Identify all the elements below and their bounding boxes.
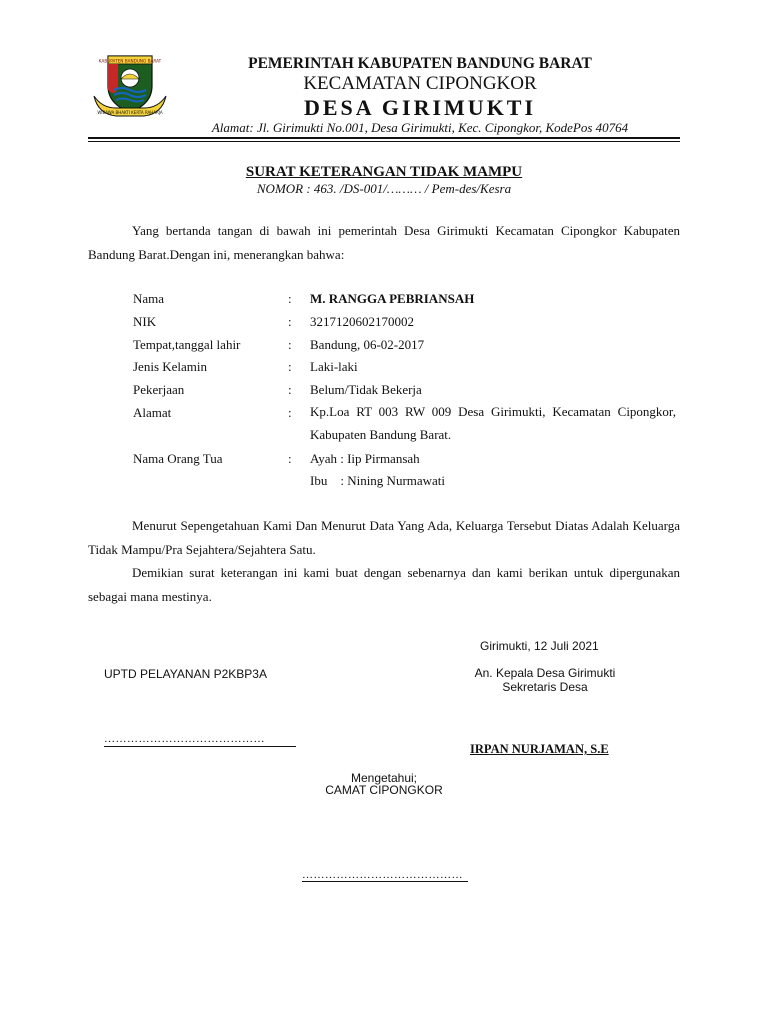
field-colon: :	[288, 337, 292, 352]
logo-text: KABUPATEN BANDUNG BARAT	[98, 58, 162, 64]
logo-motto: WIBAWA BHAKTI KERTA RAHARJA	[97, 110, 163, 115]
header-rule-thick	[88, 137, 680, 139]
field-ttl-label: Tempat,tanggal lahir	[133, 337, 241, 352]
uptd-signature-rule	[104, 746, 296, 747]
letter-title: SURAT KETERANGAN TIDAK MAMPU	[245, 164, 523, 180]
field-ortu-label: Nama Orang Tua	[133, 451, 223, 466]
mengetahui-label: Mengetahui;	[350, 771, 418, 785]
field-jk-value: Laki-laki	[310, 359, 358, 374]
kades-subtitle: Sekretaris Desa	[502, 680, 588, 694]
field-pekerjaan-value: Belum/Tidak Bekerja	[310, 382, 422, 397]
uptd-signature-line: ……………………………………	[104, 733, 265, 745]
closing-paragraph: Demikian surat keterangan ini kami buat dengan sebenarnya dan kami berikan untuk dipergunakan sebagai mana mestinya.	[88, 565, 680, 604]
place-date: Girimukti, 12 Juli 2021	[480, 639, 599, 653]
field-colon: :	[288, 382, 292, 397]
field-ttl-value: Bandung, 06-02-2017	[310, 337, 425, 352]
field-colon: :	[288, 291, 292, 306]
field-jk-label: Jenis Kelamin	[133, 359, 208, 374]
camat-signature-rule	[302, 881, 468, 882]
field-pekerjaan-label: Pekerjaan	[133, 382, 185, 397]
field-nik-value: 3217120602170002	[310, 314, 414, 329]
header-rule-thin	[88, 141, 680, 142]
field-ibu-value: Ibu : Nining Nurmawati	[310, 473, 446, 488]
field-colon: :	[288, 451, 292, 466]
kades-title: An. Kepala Desa Girimukti	[474, 666, 616, 680]
field-colon: :	[288, 405, 292, 420]
camat-title: CAMAT CIPONGKOR	[325, 783, 443, 797]
header-district: KECAMATAN CIPONGKOR	[303, 73, 537, 94]
letter-number: NOMOR : 463. /DS-001/……… / Pem-des/Kesra	[256, 181, 512, 196]
field-ayah-value: Ayah : Iip Pirmansah	[310, 451, 420, 466]
uptd-title: UPTD PELAYANAN P2KBP3A	[104, 667, 267, 681]
field-nama-value: M. RANGGA PEBRIANSAH	[310, 291, 475, 306]
header-government: PEMERINTAH KABUPATEN BANDUNG BARAT	[248, 55, 592, 72]
camat-signature-line: ……………………………………	[302, 869, 463, 881]
field-colon: :	[288, 314, 292, 329]
field-nama-label: Nama	[133, 291, 165, 306]
field-alamat-label: Alamat	[133, 405, 172, 420]
field-alamat-value: Kp.Loa RT 003 RW 009 Desa Girimukti, Kecamatan Cipongkor, Kabupaten Bandung Barat.	[310, 404, 676, 442]
header-address: Alamat: Jl. Girimukti No.001, Desa Girimukti, Kec. Cipongkor, KodePos 40764	[211, 120, 629, 135]
intro-paragraph: Yang bertanda tangan di bawah ini pemerintah Desa Girimukti Kecamatan Cipongkor Kabupaten Bandung Barat.Dengan ini, menerangkan bahwa:	[88, 223, 680, 262]
field-nik-label: NIK	[133, 314, 157, 329]
statement-paragraph: Menurut Sepengetahuan Kami Dan Menurut Data Yang Ada, Keluarga Tersebut Diatas Adalah Keluarga Tidak Mampu/Pra Sejahtera/Sejahtera Satu.	[88, 518, 680, 557]
header-village: DESA GIRIMUKTI	[303, 95, 537, 120]
field-colon: :	[288, 359, 292, 374]
kades-name: IRPAN NURJAMAN, S.E	[470, 742, 609, 756]
